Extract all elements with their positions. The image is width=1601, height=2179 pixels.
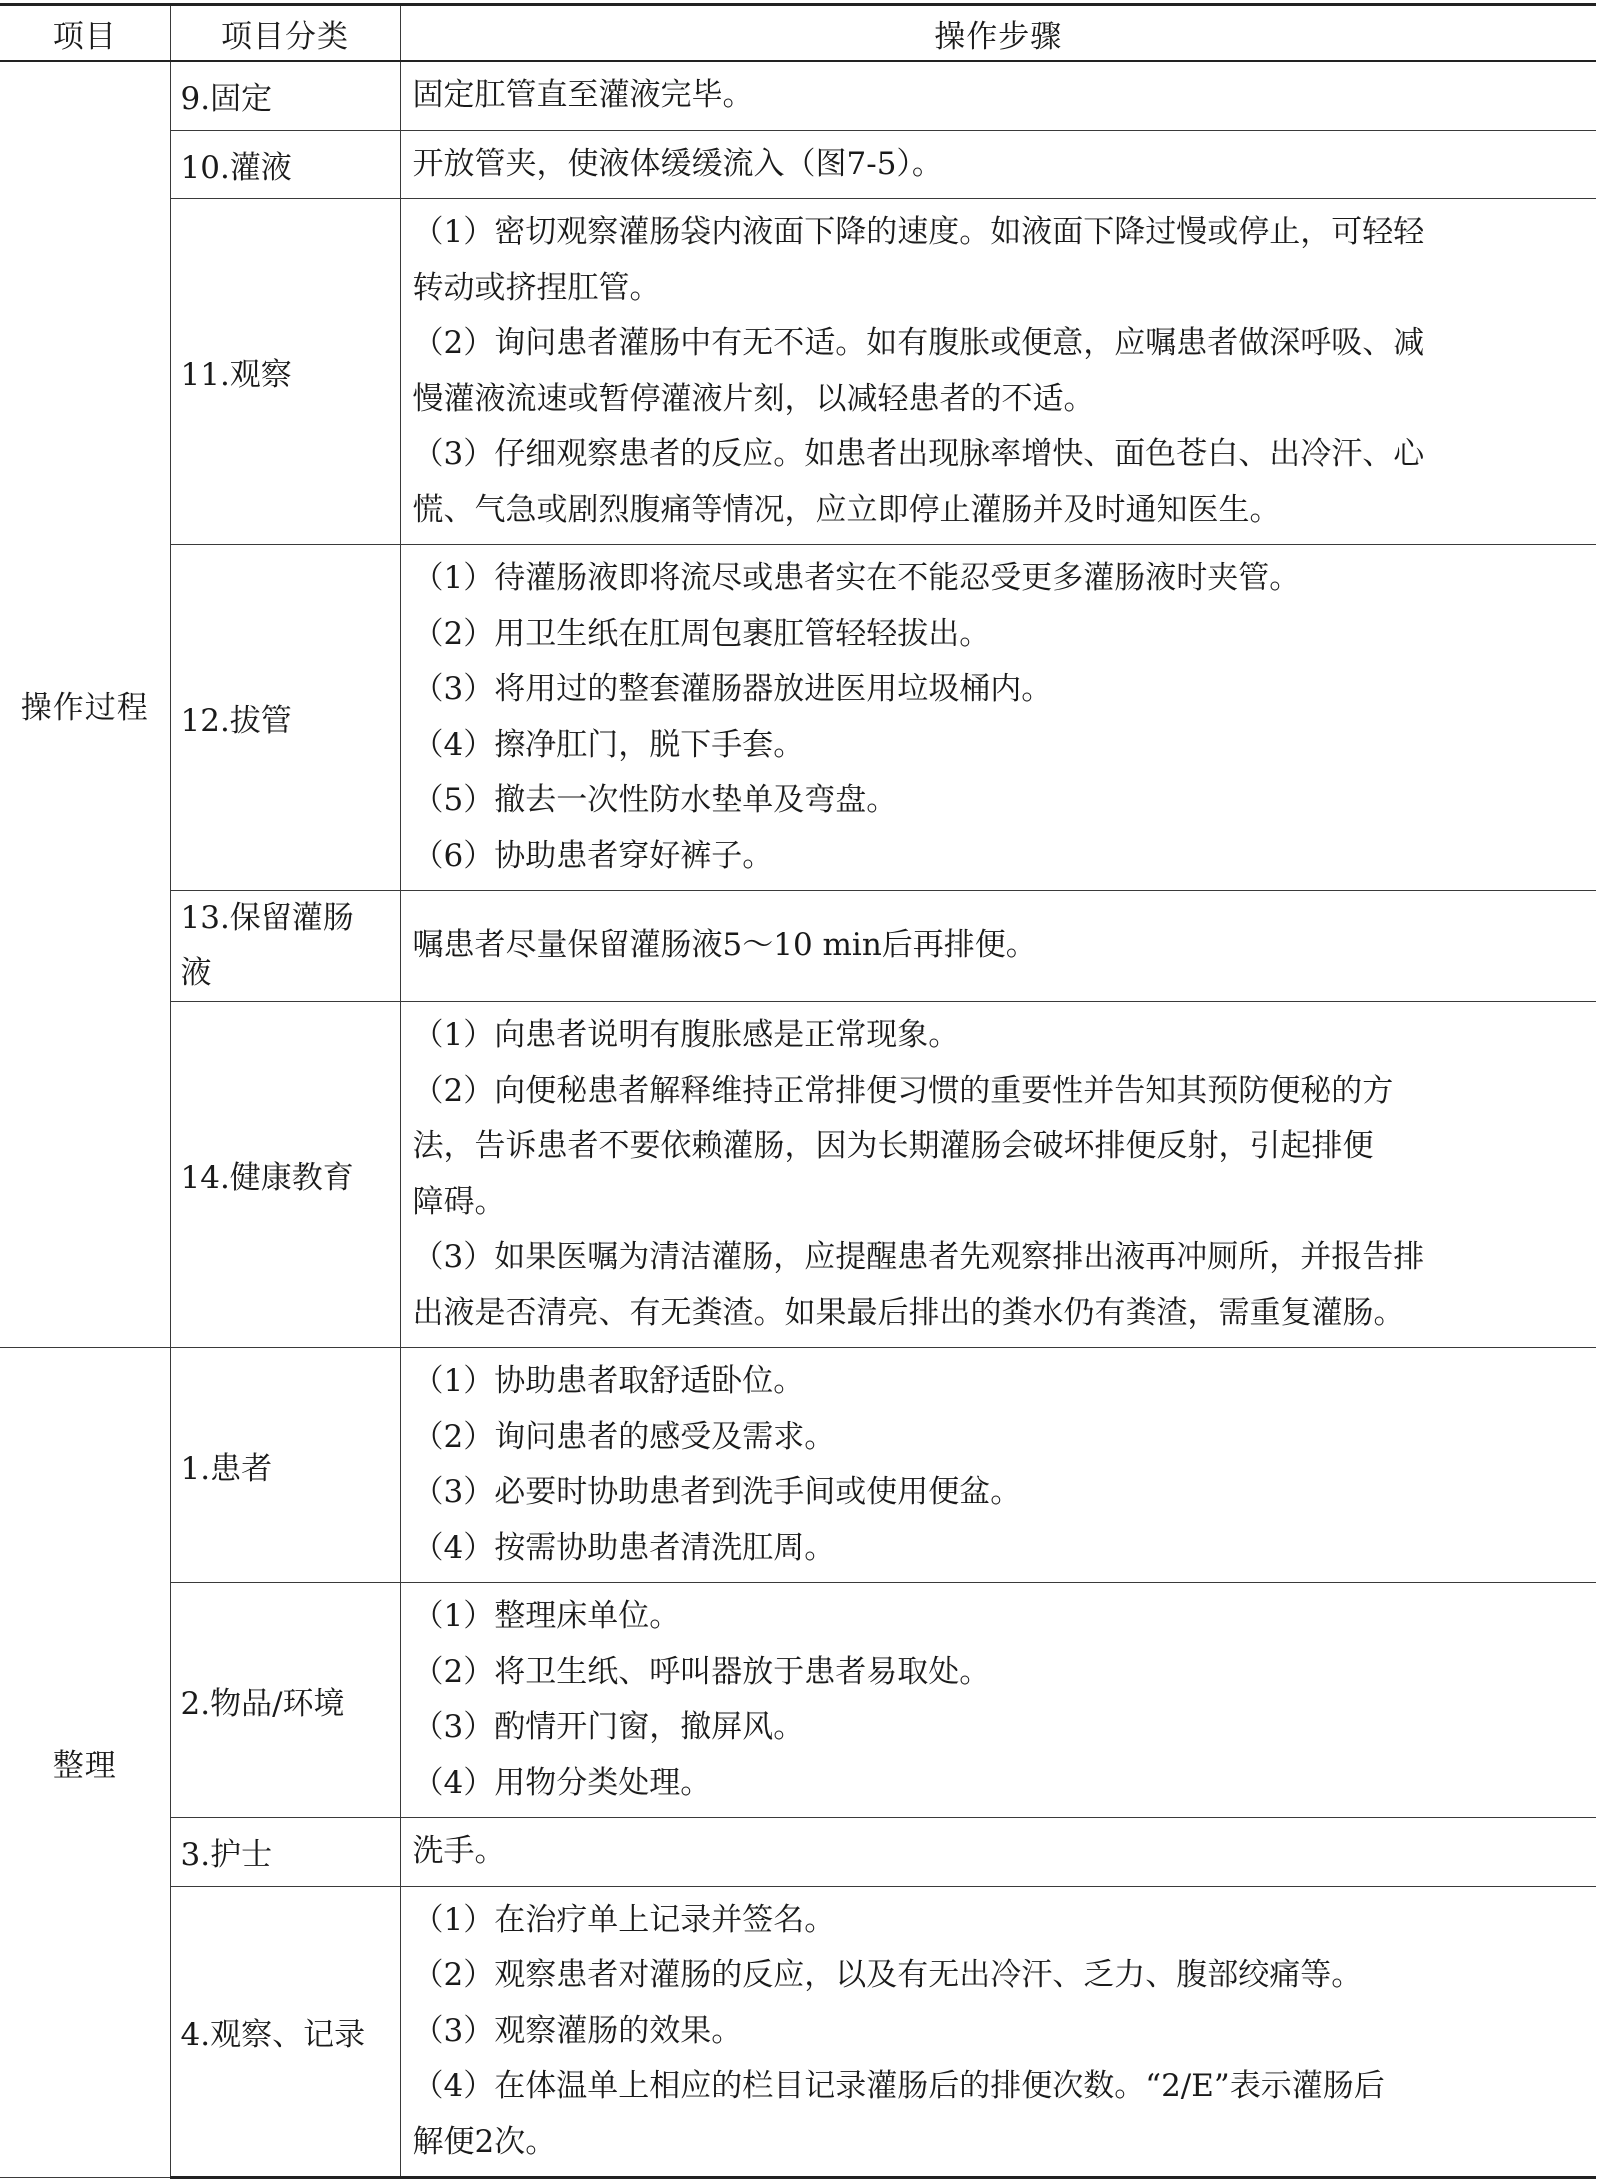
table-row [0,545,1596,891]
step-line: 解便2次。 [412,2123,557,2160]
header-steps: 操作步骤 [400,5,1596,62]
step-line: （2）询问患者的感受及需求。 [412,1418,836,1455]
steps-cell [400,1583,1596,1818]
table-row [0,1818,1596,1887]
table-header-row [0,5,1596,62]
steps-cell [400,891,1596,1002]
step-line: （3）将用过的整套灌肠器放进医用垃圾桶内。 [412,671,1053,707]
step-line: 慌、气急或剧烈腹痛等情况，应立即停止灌肠并及时通知医生。 [412,491,1281,528]
table-row [0,1886,1596,2178]
steps-cell [400,1818,1596,1887]
category-cell: 10.灌液 [170,130,400,199]
procedure-table [0,3,1596,2179]
step-line: 开放管夹，使液体缓缓流入（图7-5）。 [412,145,943,182]
category-cell: 4.观察、记录 [170,1886,400,2178]
step-line: （2）用卫生纸在肛周包裹肛管轻轻拔出。 [412,615,991,652]
step-line: （1）协助患者取舒适卧位。 [412,1363,805,1399]
step-line: 固定肛管直至灌液完毕。 [412,77,754,113]
step-line: （2）向便秘患者解释维持正常排便习惯的重要性并告知其预防便秘的方 [412,1072,1394,1109]
step-line: （1）密切观察灌肠袋内液面下降的速度。如液面下降过慢或停止，可轻轻 [412,214,1425,250]
step-line: 障碍。 [412,1183,506,1220]
step-line: （4）按需协助患者清洗肛周。 [412,1529,836,1566]
steps-cell [400,545,1596,891]
table-row [0,1002,1596,1348]
step-line: （3）如果医嘱为清洁灌肠，应提醒患者先观察排出液再冲厕所，并报告排 [412,1239,1425,1275]
category-cell: 12.拔管 [170,545,400,891]
steps-cell [400,1002,1596,1348]
step-line: （5）撤去一次性防水垫单及弯盘。 [412,782,898,818]
step-line: （3）观察灌肠的效果。 [412,2012,743,2049]
step-line: （4）在体温单上相应的栏目记录灌肠后的排便次数。“2/E”表示灌肠后 [412,2068,1385,2104]
header-category: 项目分类 [170,5,400,62]
step-line: （4）用物分类处理。 [412,1764,712,1801]
category-line: 13.保留灌肠 [180,900,354,936]
steps-cell [400,1348,1596,1583]
category-cell: 1.患者 [170,1348,400,1583]
header-item: 项目 [0,5,170,62]
category-cell: 11.观察 [170,199,400,545]
category-line: 液 [180,955,212,991]
table-row [0,891,1596,1002]
step-line: （3）酌情开门窗，撤屏风。 [412,1709,805,1745]
step-line: （1）待灌肠液即将流尽或患者实在不能忍受更多灌肠液时夹管。 [412,560,1301,596]
step-line: （1）向患者说明有腹胀感是正常现象。 [412,1017,960,1053]
category-cell: 14.健康教育 [170,1002,400,1348]
table-row [0,61,1596,130]
steps-cell [400,199,1596,545]
steps-cell [400,1886,1596,2178]
step-line: （3）仔细观察患者的反应。如患者出现脉率增快、面色苍白、出冷汗、心 [412,436,1425,472]
step-line: 洗手。 [412,1833,506,1869]
category-cell: 3.护士 [170,1818,400,1887]
table-row [0,1583,1596,1818]
category-cell: 2.物品/环境 [170,1583,400,1818]
step-line: （2）观察患者对灌肠的反应，以及有无出冷汗、乏力、腹部绞痛等。 [412,1957,1363,1993]
step-line: （1）整理床单位。 [412,1598,681,1634]
step-line: （6）协助患者穿好裤子。 [412,837,774,874]
table-row [0,199,1596,545]
group-cell-tidy: 整理 [0,1348,170,2178]
step-line: （2）询问患者灌肠中有无不适。如有腹胀或便意，应嘱患者做深呼吸、减 [412,325,1425,361]
table-row [0,130,1596,199]
steps-cell [400,130,1596,199]
step-line: 转动或挤捏肛管。 [412,269,661,306]
step-line: （2）将卫生纸、呼叫器放于患者易取处。 [412,1653,991,1690]
step-line: 慢灌液流速或暂停灌液片刻，以减轻患者的不适。 [412,380,1095,417]
step-line: （4）擦净肛门，脱下手套。 [412,726,805,763]
steps-cell [400,61,1596,130]
step-line: 出液是否清亮、有无粪渣。如果最后排出的粪水仍有粪渣，需重复灌肠。 [412,1294,1405,1331]
category-cell [170,891,400,1002]
step-line: （1）在治疗单上记录并签名。 [412,1901,836,1938]
step-line: （3）必要时协助患者到洗手间或使用便盆。 [412,1474,1022,1510]
category-cell: 9.固定 [170,61,400,130]
table-row [0,1348,1596,1583]
group-cell-operation: 操作过程 [0,61,170,1348]
step-line: 嘱患者尽量保留灌肠液5～10 min后再排便。 [412,927,1037,964]
step-line: 法，告诉患者不要依赖灌肠，因为长期灌肠会破坏排便反射，引起排便 [412,1128,1374,1164]
